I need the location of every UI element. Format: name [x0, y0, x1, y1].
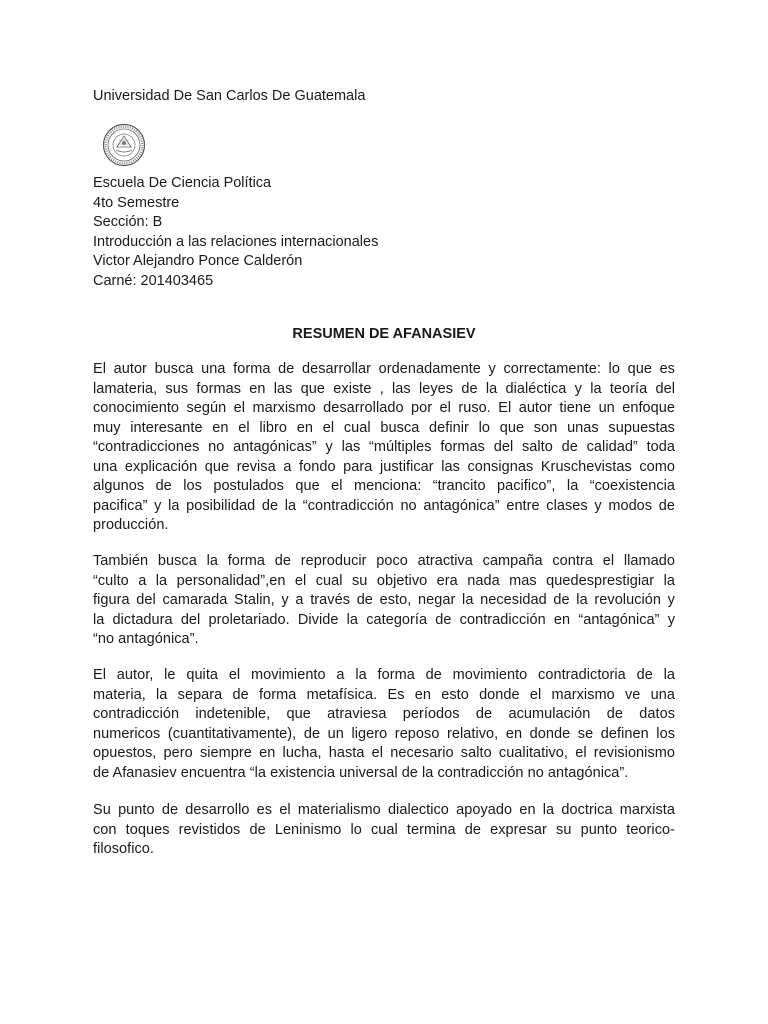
section: Sección: B [93, 214, 163, 230]
paragraph-line: pacifica” y la posibilidad de la “contradicción no antagónica” entre clases y modos de [93, 497, 675, 514]
student-id: Carné: 201403465 [93, 272, 214, 289]
paragraph-line: la dictadura del proletariado. Divide la categoría de contradicción en “antagónica” y [93, 611, 675, 628]
school-name: Escuela De Ciencia Política [93, 175, 272, 191]
paragraph-line: materia, la separa de forma metafísica. Es en esto donde el marxismo ve una [93, 686, 675, 703]
paragraph-line: una explicación que revisa a fondo para justificar las consignas Kruschevistas como [93, 458, 675, 475]
paragraph-1 [93, 360, 675, 536]
paragraph-line: algunos de los postulados que el menciona: “trancito pacifico”, la “coexistencia [93, 478, 675, 494]
paragraph-line: con toques revistidos de Leninismo lo cual termina de expresar su punto teorico- [93, 821, 675, 838]
paragraph-line: “no antagónica”. [93, 631, 199, 647]
paragraph-line: “culto a la personalidad”,en el cual su objetivo era nada mas quedesprestigiar la [93, 572, 675, 589]
paragraph-line: El autor busca una forma de desarrollar ordenadamente y correctamente: lo que es [93, 361, 675, 377]
paragraph-line: conocimiento según el marxismo desarrollado por el ruso. El autor tiene un enfoque [93, 400, 675, 416]
paragraph-line: opuestos, pero siempre en lucha, hasta el necesario salto cualitativo, el revisionismo [93, 745, 675, 761]
paragraph-line: El autor, le quita el movimiento a la forma de movimiento contradictoria de la [93, 667, 675, 683]
paragraph-line: “contradicciones no antagónicas” y las “múltiples formas del salto de calidad” toda [93, 439, 675, 455]
document-title: RESUMEN DE AFANASIEV [292, 326, 476, 342]
paragraph-line: figura del camarada Stalin, y a través de esto, negar la necesidad de la revolución y [93, 592, 675, 608]
paragraph-line: muy interesante en el libro en el cual busca definir lo que son unas supuestas [93, 419, 675, 436]
paragraph-line: También busca la forma de reproducir poco atractiva campaña contra el llamado [93, 553, 675, 569]
paragraph-3 [93, 666, 675, 783]
paragraph-4 [93, 801, 675, 860]
university-name: Universidad De San Carlos De Guatemala [93, 88, 366, 104]
university-seal-icon [102, 123, 146, 167]
paragraph-line: numericos (cuantitativamente), de un ligero reposo relativo, en donde se definen los [93, 725, 675, 742]
course-name: Introducción a las relaciones internacionales [93, 233, 379, 250]
paragraph-line: de Afanasiev encuentra “la existencia universal de la contradicción no antagónica”. [93, 764, 629, 781]
paragraph-line: contradicción indetenible, que atraviesa períodos de acumulación de datos [93, 706, 675, 722]
paragraph-line: lamateria, sus formas en las que existe , las leyes de la dialéctica y la teoría del [93, 380, 675, 397]
semester: 4to Semestre [93, 194, 180, 211]
paragraph-line: filosofico. [93, 841, 154, 857]
paragraph-line: producción. [93, 517, 169, 533]
paragraph-2 [93, 552, 675, 650]
author-name: Victor Alejandro Ponce Calderón [93, 253, 303, 269]
paragraph-line: Su punto de desarrollo es el materialismo dialectico apoyado en la doctrica marxista [93, 802, 675, 818]
